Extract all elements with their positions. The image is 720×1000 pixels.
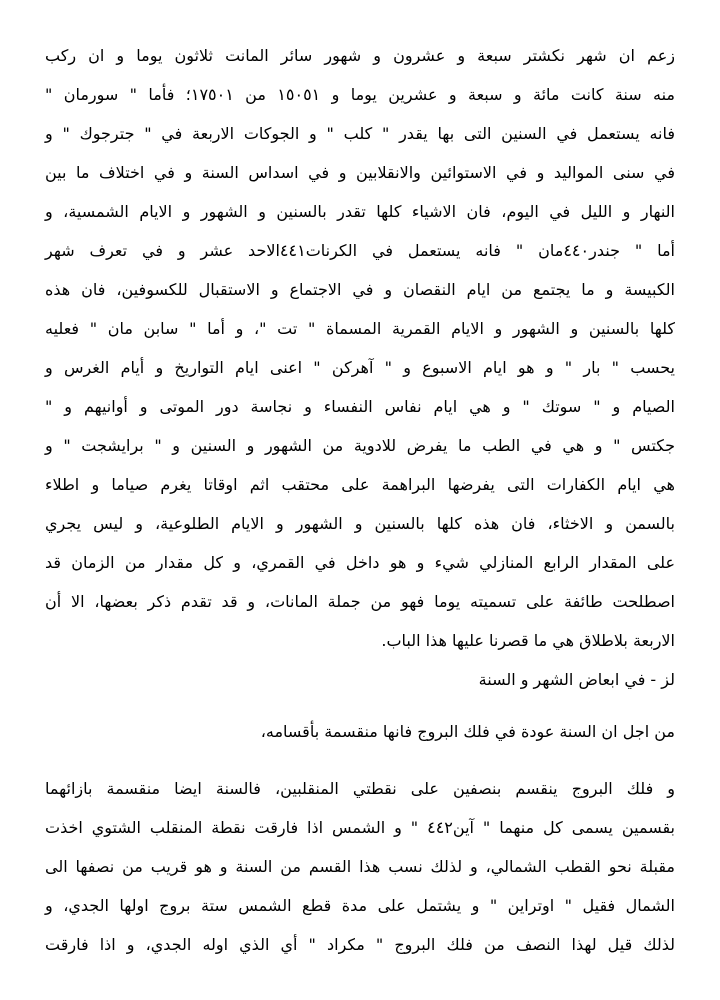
text-line: على المقدار الرابع المنازلي شيء و هو داخل في القمري، و كل مقدار من الزمان قد xyxy=(45,553,675,572)
paragraph-last-line: الاربعة بلاطلاق هي ما قصرنا عليها هذا الباب. xyxy=(381,631,675,650)
text-line: اصطلحت طائفة على تسميته يوما فهو من جملة المانات، و قد تقدم ذكر بعضها، الا أن xyxy=(45,592,675,611)
text-line: هي ايام الكفارات التى يفرضها البراهمة على محتقب اثم اوقاتا يغرم صياما و اطلاء xyxy=(45,475,675,494)
text-line: الشمال فقيل " اوتراين " و يشتمل على مدة قطع الشمس ستة بروج اولها الجدي، و xyxy=(45,896,675,915)
paragraph-line: من اجل ان السنة عودة في فلك البروج فانها منقسمة بأقسامه، xyxy=(260,722,675,741)
text-line: فانه يستعمل في السنين التى بها يقدر " كلب " و الجوكات الاربعة في " جترجوك " و xyxy=(45,124,675,143)
text-line: مقبلة نحو القطب الشمالي، و لذلك نسب هذا القسم من السنة و هو قريب من نصفها الى xyxy=(45,857,675,876)
text-line: في سنى المواليد و في الاستوائين والانقلابين و في اسداس السنة و في اختلاف ما بين xyxy=(45,163,675,182)
text-line: أما " جندر٤٤٠مان " فانه يستعمل في الكرنات٤٤١الاحد عشر و في تعرف شهر xyxy=(45,241,676,260)
text-line: النهار و الليل في اليوم، فان الاشياء كلها تقدر بالسنين و الشهور و الايام الشمسية، و xyxy=(45,202,675,221)
text-line: و فلك البروج ينقسم بنصفين على نقطتي المنقلبين، فالسنة ايضا منقسمة بازائهما xyxy=(45,779,675,798)
text-line: يحسب " بار " و هو ايام الاسبوع و " آهركن " اعنى ايام التواريخ و أيام الغرس و xyxy=(45,358,675,377)
text-line: بقسمين يسمى كل منهما " آين٤٤٢ " و الشمس اذا فارقت نقطة المنقلب الشتوي اخذت xyxy=(45,818,676,837)
text-line: زعم ان شهر نكشتر سبعة و عشرون و شهور سائر المانت ثلاثون يوما و ان ركب xyxy=(45,46,675,65)
text-line: بالسمن و الاخثاء، فان هذه كلها بالسنين و الشهور و الايام الطلوعية، و ليس يجري xyxy=(45,514,675,533)
text-line: لذلك قيل لهذا النصف من فلك البروج " مكراد " أي الذي اوله الجدي، و اذا فارقت xyxy=(45,935,675,954)
text-line: الصيام و " سوتك " و هي ايام نفاس النفساء و نجاسة دور الموتى و أوانيهم و " xyxy=(45,397,675,416)
text-line: جكتس " و هي في الطب ما يفرض للادوية من الشهور و السنين و " برايشجت " و xyxy=(45,436,675,455)
section-heading: لز - في ابعاض الشهر و السنة xyxy=(478,670,675,689)
text-line: الكبيسة و ما يجتمع من ايام النقصان و في الاجتماع و الاستقبال للكسوفين، فان هذه xyxy=(45,280,675,299)
text-line: منه سنة كانت مائة و سبعة و عشرين يوما و ١٥٠٥١ من ١٧٥٠١؛ فأما " سورمان " xyxy=(45,85,676,104)
text-line: كلها بالسنين و الشهور و الايام القمرية المسماة " تت "، و أما " سابن مان " فعليه xyxy=(45,319,675,338)
